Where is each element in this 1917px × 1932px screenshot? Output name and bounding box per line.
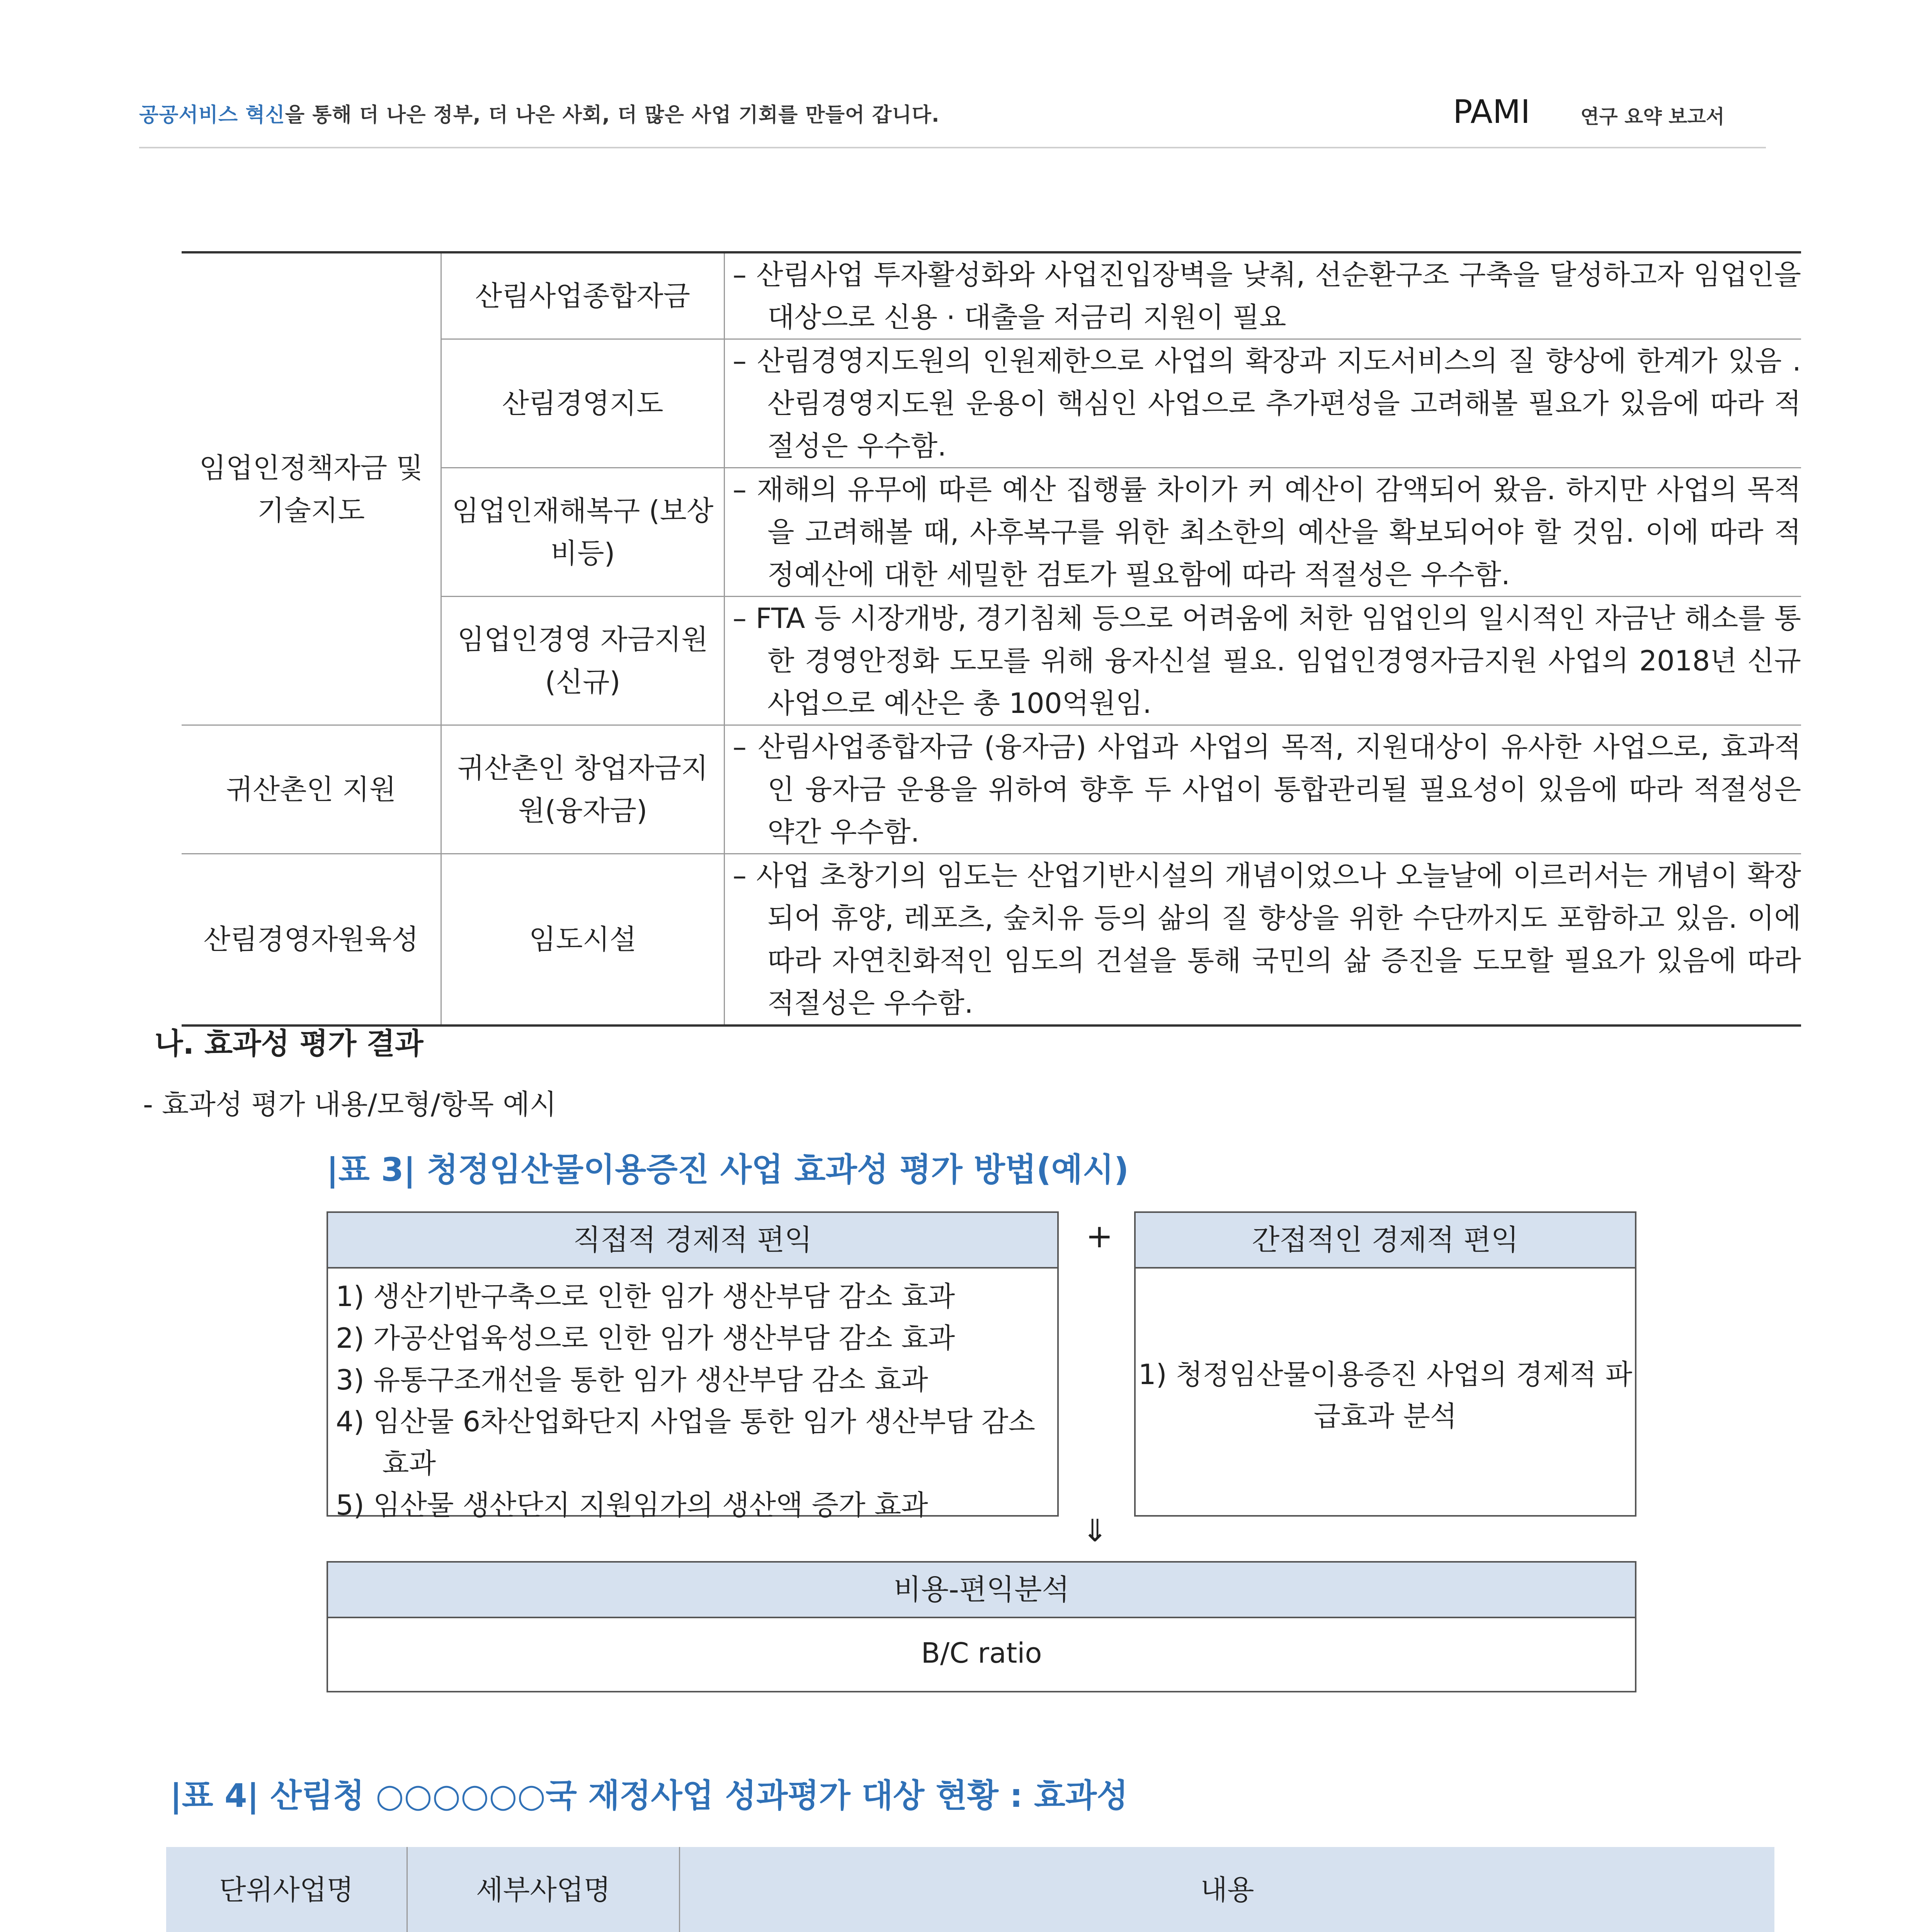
plus-sign: + <box>1086 1217 1113 1255</box>
indirect-benefit-box <box>1134 1211 1636 1517</box>
cost-benefit-title: 비용-편익분석 <box>328 1563 1635 1618</box>
content-text: – 산림경영지도원의 인원제한으로 사업의 확장과 지도서비스의 질 향상에 한계가 있음 . 산림경영지도원 운용이 핵심인 사업으로 추가편성을 고려해볼 필요가 있음에 따라 적절성은 우수함. <box>733 345 1801 462</box>
header-doc-type: 연구 요약 보고서 <box>1580 105 1725 128</box>
bc-ratio-text: B/C ratio <box>921 1637 1042 1669</box>
table3-caption: |표 3| 청정임산물이용증진 사업 효과성 평가 방법(예시) <box>327 1151 1129 1189</box>
direct-benefit-list <box>328 1269 1057 1526</box>
direct-benefit-box <box>327 1211 1059 1521</box>
column-header: 세부사업명 <box>407 1847 680 1932</box>
table-cell-content <box>725 252 1801 339</box>
table-cell-group: 임업인정책자금 및 기술지도 <box>182 252 441 725</box>
indirect-benefit-title: 간접적인 경제적 편익 <box>1136 1213 1635 1269</box>
effectiveness-table <box>166 1847 1774 1932</box>
table-cell-group: 산림경영자원육성 <box>182 854 441 1026</box>
table-cell-content <box>725 597 1801 725</box>
table-row <box>182 252 1801 339</box>
table-cell-content <box>725 854 1801 1026</box>
table-cell-content <box>725 339 1801 468</box>
list-item: 4) 임산물 6차산업화단지 사업을 통한 임가 생산부담 감소 효과 <box>336 1405 1036 1480</box>
content-text: – 사업 초창기의 임도는 산업기반시설의 개념이었으나 오늘날에 이르러서는 개념이 확장되어 휴양, 레포츠, 숲치유 등의 삶의 질 향상을 위한 수단까지도 포함하고 있음. 이에 따라 자연친화적인 임도의 건설을 통해 국민의 삶 증진을 도모할 필요가 있음에 따라 적절성은 우수함. <box>733 859 1801 1019</box>
table-cell-content <box>725 725 1801 854</box>
table-cell-content <box>725 468 1801 597</box>
table-cell-sub: 산림사업종합자금 <box>441 252 725 339</box>
table-cell-group: 귀산촌인 지원 <box>182 725 441 854</box>
list-item: 1) 생산기반구축으로 인한 임가 생산부담 감소 효과 <box>336 1280 955 1313</box>
cost-benefit-box <box>327 1561 1636 1692</box>
header-brand: PAMI <box>1453 93 1530 131</box>
content-text: – 산림사업종합자금 (융자금) 사업과 사업의 목적, 지원대상이 유사한 사업으로, 효과적인 융자금 운용을 위하여 향후 두 사업이 통합관리될 필요성이 있음에 따라 적절성은 약간 우수함. <box>733 731 1801 848</box>
column-header: 단위사업명 <box>166 1847 407 1932</box>
direct-benefit-title: 직접적 경제적 편익 <box>328 1213 1057 1269</box>
list-item: 2) 가공산업육성으로 인한 임가 생산부담 감소 효과 <box>336 1322 955 1354</box>
content-text: – 산림사업 투자활성화와 사업진입장벽을 낮춰, 선순환구조 구축을 달성하고자 임업인을 대상으로 신용 · 대출을 저금리 지원이 필요 <box>733 259 1801 333</box>
slogan-rest: 을 통해 더 나은 정부, 더 나은 사회, 더 많은 사업 기회를 만들어 갑니다. <box>285 104 940 127</box>
indirect-benefit-text: 1) 청정임산물이용증진 사업의 경제적 파급효과 분석 <box>1138 1358 1633 1432</box>
table-row <box>182 854 1801 1026</box>
list-item: 3) 유통구조개선을 통한 임가 생산부담 감소 효과 <box>336 1364 928 1396</box>
header-divider <box>139 147 1766 148</box>
table4-caption: |표 4| 산림청 ○○○○○○국 재정사업 성과평가 대상 현황 : 효과성 <box>170 1777 1128 1815</box>
table-cell-sub: 귀산촌인 창업자금지원(융자금) <box>441 725 725 854</box>
slogan-accent: 공공서비스 혁신 <box>139 104 285 127</box>
header-slogan <box>139 99 940 128</box>
table-cell-sub: 산림경영지도 <box>441 339 725 468</box>
appropriateness-table <box>182 251 1801 1027</box>
column-header: 내용 <box>680 1847 1775 1932</box>
section-bullet: - 효과성 평가 내용/모형/항목 예시 <box>143 1088 557 1121</box>
table-cell-sub: 임업인재해복구 (보상비등) <box>441 468 725 597</box>
table-cell-sub: 임도시설 <box>441 854 725 1026</box>
content-text: – 재해의 유무에 따른 예산 집행률 차이가 커 예산이 감액되어 왔음. 하지만 사업의 목적을 고려해볼 때, 사후복구를 위한 최소한의 예산을 확보되어야 할 것임. 이에 따라 적정예산에 대한 세밀한 검토가 필요함에 따라 적절성은 우수함. <box>733 473 1801 591</box>
section-heading: 나. 효과성 평가 결과 <box>155 1026 424 1061</box>
table-header-row <box>166 1847 1774 1932</box>
table-row <box>182 725 1801 854</box>
down-arrow-icon: ⇓ <box>1082 1513 1108 1549</box>
content-text: – FTA 등 시장개방, 경기침체 등으로 어려움에 처한 임업인의 일시적인 자금난 해소를 통한 경영안정화 도모를 위해 융자신설 필요. 임업인경영자금지원 사업의 2018년 신규사업으로 예산은 총 100억원임. <box>733 602 1801 719</box>
list-item: 5) 임산물 생산단지 지원임가의 생산액 증가 효과 <box>336 1489 928 1521</box>
table-cell-sub: 임업인경영 자금지원(신규) <box>441 597 725 725</box>
